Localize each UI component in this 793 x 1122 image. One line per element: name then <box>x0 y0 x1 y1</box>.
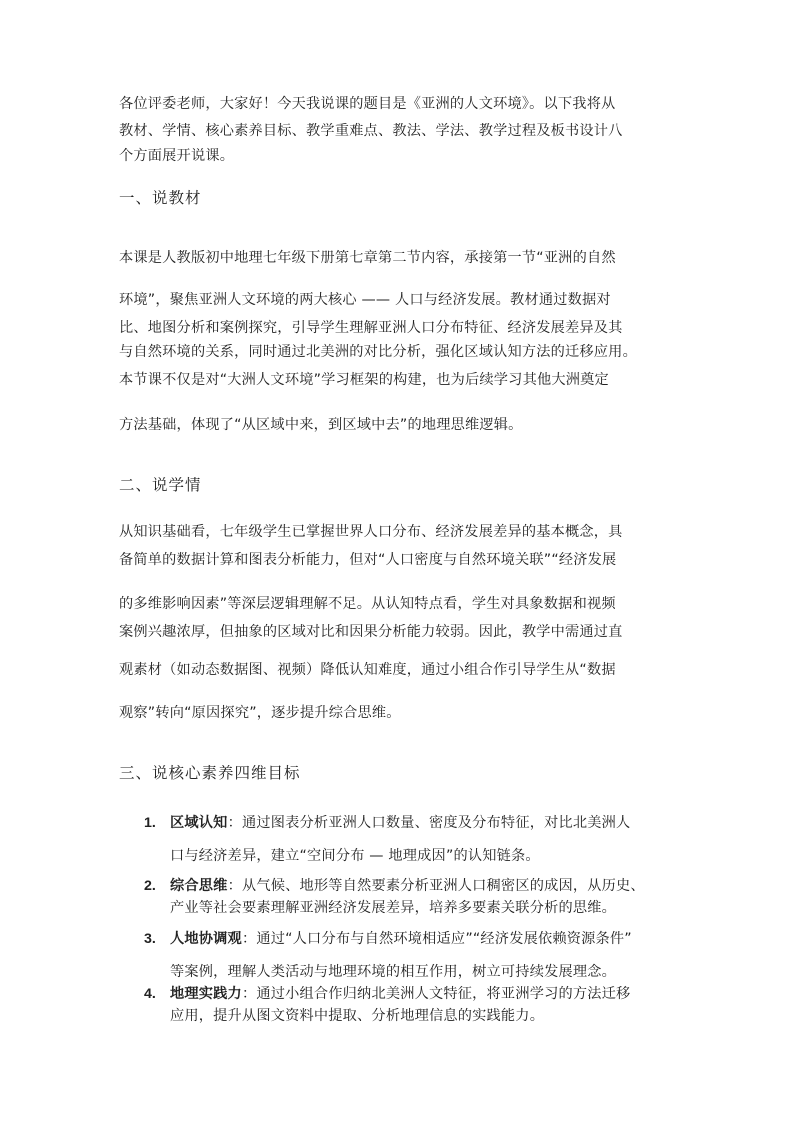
list-item <box>170 929 680 949</box>
section1-line-2: 环境”，聚焦亚洲人文环境的两大核心 —— 人口与经济发展。教材通过数据对 <box>119 292 611 308</box>
intro-line-1: 各位评委老师，大家好！今天我说课的题目是《亚洲的人文环境》。以下我将从 <box>119 96 616 112</box>
section-heading-core-competency-goals: 三、说核心素养四维目标 <box>119 764 301 782</box>
list-item-label: 区域认知 <box>170 815 228 831</box>
list-item-continuation: 应用，提升从图文资料中提取、分析地理信息的实践能力。 <box>170 1008 545 1024</box>
list-item-label: 地理实践力 <box>170 986 242 1002</box>
section1-line-6: 方法基础，体现了“从区域中来，到区域中去”的地理思维逻辑。 <box>119 417 523 433</box>
list-item-label: 人地协调观 <box>170 931 242 947</box>
list-item-number: 3. <box>144 931 156 947</box>
section1-line-1: 本课是人教版初中地理七年级下册第七章第二节内容，承接第一节“亚洲的自然 <box>119 250 616 266</box>
section-heading-teaching-material: 一、说教材 <box>119 189 202 207</box>
section1-line-4: 与自然环境的关系，同时通过北美洲的对比分析，强化区域认知方法的迁移应用。 <box>119 344 637 360</box>
section2-line-3: 的多维影响因素”等深层逻辑理解不足。从认知特点看，学生对具象数据和视频 <box>119 596 616 612</box>
section1-line-5: 本节课不仅是对“大洲人文环境”学习框架的构建，也为后续学习其他大洲奠定 <box>119 372 609 388</box>
section-heading-student-analysis: 二、说学情 <box>119 476 202 494</box>
list-item-text: ：通过图表分析亚洲人口数量、密度及分布特征，对比北美洲人 <box>227 815 631 831</box>
section2-line-2: 备简单的数据计算和图表分析能力，但对“人口密度与自然环境关联”“经济发展 <box>119 552 617 568</box>
list-item-text: ：从气候、地形等自然要素分析亚洲人口稠密区的成因，从历史、 <box>227 878 645 894</box>
list-item-number: 1. <box>144 815 156 831</box>
section2-line-4: 案例兴趣浓厚，但抽象的区域对比和因果分析能力较弱。因此，教学中需通过直 <box>119 624 623 640</box>
list-item-number: 4. <box>144 986 156 1002</box>
intro-line-3: 个方面展开说课。 <box>119 148 235 164</box>
section2-line-6: 观察”转向“原因探究”，逐步提升综合思维。 <box>119 705 401 721</box>
list-item <box>170 813 680 833</box>
list-item-number: 2. <box>144 878 156 894</box>
list-item-continuation: 口与经济差异，建立“空间分布 — 地理成因”的认知链条。 <box>170 848 540 864</box>
list-item-continuation: 等案例，理解人类活动与地理环境的相互作用，树立可持续发展理念。 <box>170 964 617 980</box>
list-item <box>170 876 680 896</box>
section2-line-1: 从知识基础看，七年级学生已掌握世界人口分布、经济发展差异的基本概念，具 <box>119 524 623 540</box>
section1-line-3: 比、地图分析和案例探究，引导学生理解亚洲人口分布特征、经济发展差异及其 <box>119 320 623 336</box>
list-item-text: ：通过小组合作归纳北美洲人文特征，将亚洲学习的方法迁移 <box>241 986 631 1002</box>
list-item-continuation: 产业等社会要素理解亚洲经济发展差异，培养多要素关联分析的思维。 <box>170 900 617 916</box>
list-item-label: 综合思维 <box>170 878 228 894</box>
list-item-text: ：通过“人口分布与自然环境相适应”“经济发展依赖资源条件” <box>241 931 632 947</box>
list-item <box>170 984 680 1004</box>
section2-line-5: 观素材（如动态数据图、视频）降低认知难度，通过小组合作引导学生从“数据 <box>119 662 616 678</box>
intro-line-2: 教材、学情、核心素养目标、教学重难点、教法、学法、教学过程及板书设计八 <box>119 123 623 139</box>
